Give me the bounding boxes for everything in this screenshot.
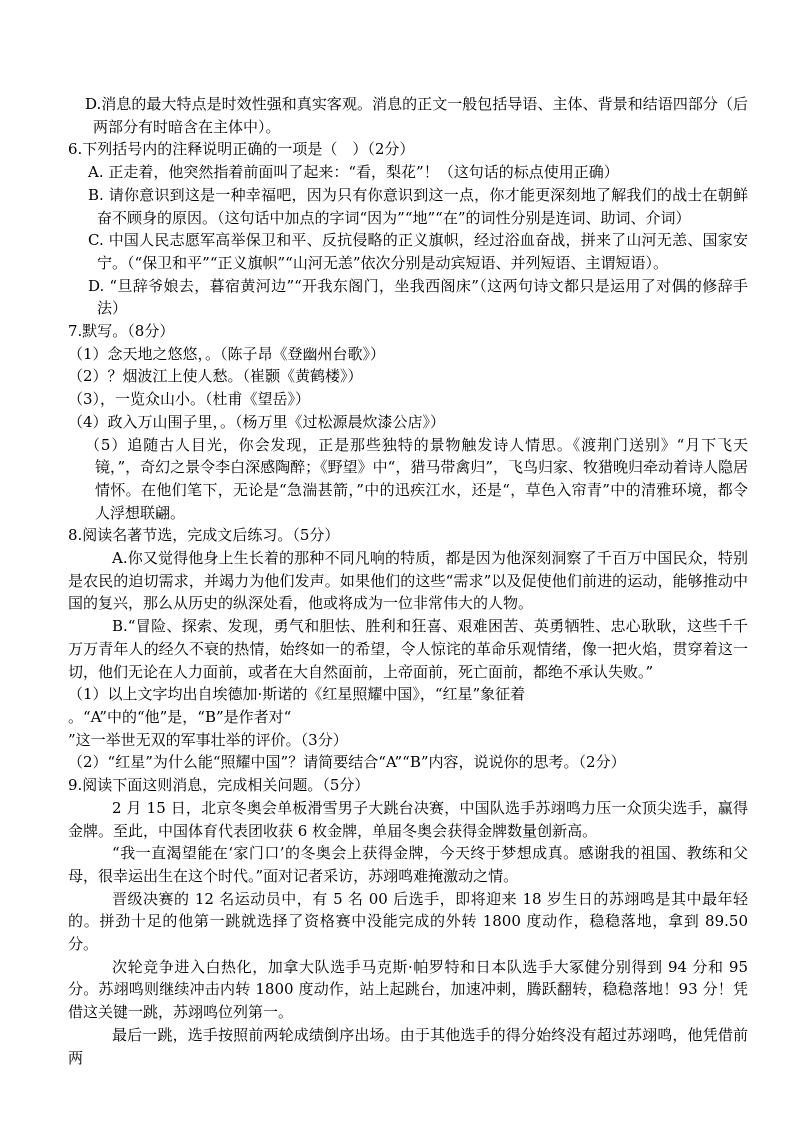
q8-passage-b: B.“冒险、探索、发现，勇气和胆怯、胜利和狂喜、艰难困苦、英勇牺牲、忠心耿耿，这些千千万万青年人的经久不衰的热情，始终如一的希望，令人惊诧的革命乐观情绪，像一把火焰，贯穿着这一切，他们无论在人力面前，或者在大自然面前，上帝面前，死亡面前，都绝不承认失败。”	[68, 617, 748, 681]
q6-stem: 6.下列括号内的注释说明正确的一项是（ ）（2分）	[68, 140, 415, 159]
q6-option-b: B. 请你意识到这是一种幸福吧，因为只有你意识到这一点，你才能更深刻地了解我们的战士在朝鲜奋不顾身的原因。（这句话中加点的字词“因为”“地”“在”的词性分别是连词、助词、介词）	[88, 185, 748, 227]
q9-news-paragraph-5: 最后一跳，选手按照前两轮成绩倒序出场。由于其他选手的得分始终没有超过苏翊鸣，他凭借前两	[68, 1025, 748, 1067]
q9-news-paragraph-3: 晋级决赛的 12 名运动员中，有 5 名 00 后选手，即将迎来 18 岁生日的苏翊鸣是其中最年轻的。拼劲十足的他第一跳就选择了资格赛中没能完成的外转 1800 度动作，稳稳落地，拿到 89.50 分。	[68, 889, 748, 954]
q7-item-5: （5）追随古人目光，你会发现，正是那些独特的景物触发诗人情思。《渡荆门送别》“月下飞天镜，”，奇幻之景令李白深感陶醉；《野望》中“，猎马带禽归”，飞鸟归家、牧猎晚归牵动着诗人隐居情怀。在他们笔下，无论是“急湍甚箭，”中的迅疾江水，还是“，草色入帘青”中的清雅环境，都令人浮想联翩。	[85, 435, 749, 522]
q8-passage-a: A.你又觉得他身上生长着的那种不同凡响的特质，都是因为他深刻洞察了千百万中国民众，特别是农民的迫切需求，并竭力为他们发声。如果他们的这些“需求”以及促使他们前进的运动，能够推动中国的复兴，那么从历史的纵深处看，他或将成为一位非常伟大的人物。	[68, 549, 748, 613]
q6-option-a: A. 正走着，他突然指着前面叫了起来：“看，梨花”！（这句话的标点使用正确）	[88, 163, 619, 182]
q5-option-d: D.消息的最大特点是时效性强和真实客观。消息的正文一般包括导语、主体、背景和结语四部分（后两部分有时暗含在主体中）。	[85, 95, 748, 136]
q7-stem: 7.默写。（8分）	[68, 322, 175, 341]
q6-option-d: D. “旦辞爷娘去，暮宿黄河边”“开我东阁门，坐我西阁床”（这两句诗文都只是运用了对偶的修辞手法）	[88, 276, 748, 318]
q8-question-1-line-1: （1）以上文字均出自埃德加·斯诺的《红星照耀中国》，“红星”象征着	[68, 685, 526, 704]
q9-news-paragraph-1: 2 月 15 日，北京冬奥会单板滑雪男子大跳台决赛，中国队选手苏翊鸣力压一众顶尖选手，赢得金牌。至此，中国体育代表团收获 6 枚金牌，单届冬奥会获得金牌数量创新高。	[68, 798, 748, 840]
q9-news-paragraph-2: “我一直渴望能在‘家门口’的冬奥会上获得金牌，今天终于梦想成真。感谢我的祖国、教练和父母，很幸运出生在这个时代。”面对记者采访，苏翊鸣难掩激动之情。	[68, 844, 748, 885]
q8-question-2: （2）“红星”为什么能“照耀中国”？请简要结合“A”“B”内容，说说你的思考。（2分）	[68, 753, 626, 772]
q6-option-c: C. 中国人民志愿军高举保卫和平、反抗侵略的正义旗帜，经过浴血奋战，拼来了山河无恙、国家安宁。（“保卫和平”“正义旗帜”“山河无恙”依次分别是动宾短语、并列短语、主谓短语）。	[88, 231, 748, 272]
q7-item-3: （3），一览众山小。（杜甫《望岳》）	[68, 390, 311, 409]
q9-news-paragraph-4: 次轮竞争进入白热化，加拿大队选手马克斯·帕罗特和日本队选手大冢健分别得到 94 分和 95 分。苏翊鸣则继续冲击内转 1800 度动作，站上起跳台，加速冲刺，腾跃翻转，稳稳落地！93 分！凭借这关键一跳，苏翊鸣位列第一。	[68, 957, 749, 1022]
q7-item-1: （1）念天地之悠悠，。（陈子昂《登幽州台歌》）	[68, 344, 386, 363]
q7-item-4: （4）政入万山围子里，。（杨万里《过松源晨炊漆公店》）	[68, 412, 446, 431]
q9-stem: 9.阅读下面这则消息，完成相关问题。（5分）	[68, 776, 370, 795]
q8-question-1-line-2: 。“A”中的“他”是，“B”是作者对“	[68, 707, 292, 726]
q7-item-2: （2）？烟波江上使人愁。（崔颢《黄鹤楼》）	[68, 367, 363, 386]
q8-question-1-line-3: ”这一举世无双的军事壮举的评价。（3分）	[68, 730, 348, 749]
q8-stem: 8.阅读名著节选，完成文后练习。（5分）	[68, 526, 340, 545]
